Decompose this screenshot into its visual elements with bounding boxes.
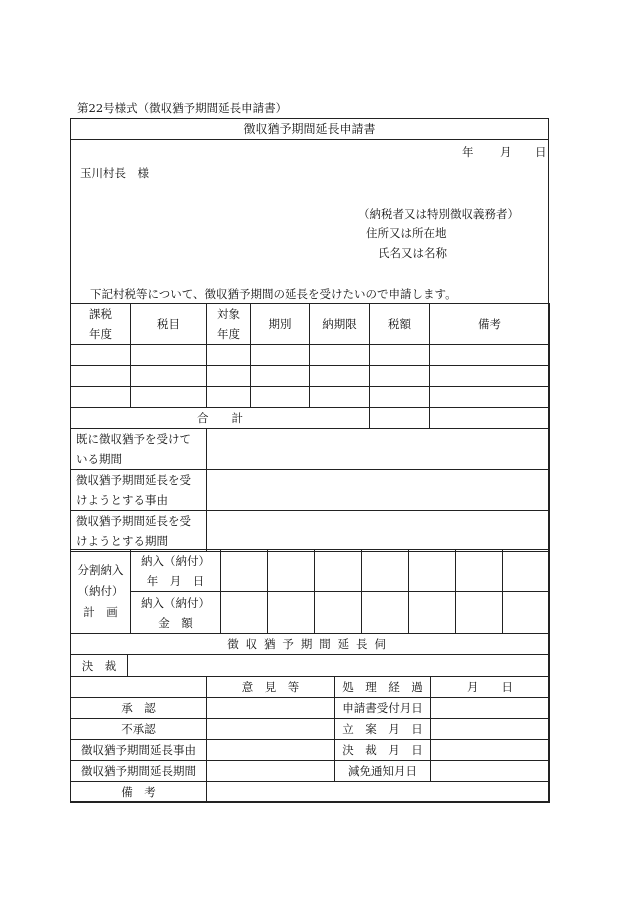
receipt-date-field[interactable] [431,698,550,719]
remarks-label: 備 考 [71,782,207,803]
table-cell[interactable] [131,366,207,387]
existing-period-field[interactable] [207,429,550,470]
applicant-heading: （納税者又は特別徴収義務者） [358,207,519,221]
installment-amount-label: 納入（納付） 金 額 [131,592,221,634]
disapproval-opinion-field[interactable] [207,719,335,740]
opinion-header: 意 見 等 [207,677,335,698]
table-cell[interactable] [310,387,370,408]
header-period: 期別 [251,304,310,345]
process-header: 処 理 経 過 [335,677,431,698]
total-row [71,408,550,429]
approval-opinion-field[interactable] [207,698,335,719]
installment-date-cell[interactable] [362,550,409,592]
decision-date-label: 決 裁 月 日 [335,740,431,761]
total-remarks-cell[interactable] [430,408,550,429]
table-row [71,387,550,408]
existing-period-label: 既に徴収猶予を受けて いる期間 [71,429,207,470]
addressee: 玉川村長 様 [80,166,149,180]
header-amount: 税額 [370,304,430,345]
table-cell[interactable] [430,366,550,387]
table-row [71,345,550,366]
table-cell[interactable] [310,366,370,387]
table-cell[interactable] [251,366,310,387]
table-cell[interactable] [131,345,207,366]
installment-plan-label: 分割納入 （納付） 計 画 [71,550,131,634]
tax-table [70,303,550,552]
installment-date-cell[interactable] [221,550,268,592]
application-form [70,118,549,802]
draft-date-field[interactable] [431,719,550,740]
date-day[interactable]: 日 [535,145,547,159]
header-remarks: 備考 [430,304,550,345]
table-cell[interactable] [207,366,251,387]
office-use-table [70,633,550,803]
extension-period-office-label: 徴収猶予期間延長期間 [71,761,207,782]
table-cell[interactable] [251,387,310,408]
remarks-field[interactable] [207,782,550,803]
header-due-date: 納期限 [310,304,370,345]
disapproval-label: 不承認 [71,719,207,740]
application-statement: 下記村税等について、徴収猶予期間の延長を受けたいので申請します。 [90,287,457,301]
table-cell[interactable] [310,345,370,366]
header-target-year: 対象 年度 [207,304,251,345]
extension-period-label: 徴収猶予期間延長を受 けようとする期間 [71,511,207,552]
header-tax-item: 税目 [131,304,207,345]
notice-date-label: 減免通知月日 [335,761,431,782]
month-day-header: 月 日 [431,677,550,698]
extension-reason-office-label: 徴収猶予期間延長事由 [71,740,207,761]
extension-reason-field[interactable] [207,470,550,511]
table-cell[interactable] [71,387,131,408]
table-cell[interactable] [430,345,550,366]
installment-date-cell[interactable] [409,550,456,592]
installment-plan-table [70,549,550,634]
table-cell[interactable] [370,387,430,408]
table-cell[interactable] [71,345,131,366]
table-row [71,366,550,387]
date-year[interactable]: 年 [462,145,474,159]
decision-date-field[interactable] [431,740,550,761]
extension-reason-label: 徴収猶予期間延長を受 けようとする事由 [71,470,207,511]
installment-amount-cell[interactable] [409,592,456,634]
header-fiscal-year: 課税 年度 [71,304,131,345]
date-month[interactable]: 月 [500,145,512,159]
installment-amount-cell[interactable] [503,592,550,634]
form-title: 徴収猶予期間延長申請書 [71,119,548,140]
installment-date-label: 納入（納付） 年 月 日 [131,550,221,592]
installment-amount-cell[interactable] [315,592,362,634]
decision-field[interactable] [128,655,550,677]
installment-date-cell[interactable] [268,550,315,592]
installment-amount-cell[interactable] [268,592,315,634]
table-cell[interactable] [430,387,550,408]
installment-date-cell[interactable] [503,550,550,592]
table-cell[interactable] [207,387,251,408]
extension-reason-opinion-field[interactable] [207,740,335,761]
draft-date-label: 立 案 月 日 [335,719,431,740]
table-cell[interactable] [207,345,251,366]
applicant-name-label[interactable]: 氏名又は名称 [378,246,447,260]
notice-date-field[interactable] [431,761,550,782]
table-cell[interactable] [71,366,131,387]
extension-period-opinion-field[interactable] [207,761,335,782]
installment-amount-cell[interactable] [456,592,503,634]
receipt-date-label: 申請書受付月日 [335,698,431,719]
total-label: 合 計 [71,408,370,429]
decision-label: 決 裁 [71,655,128,677]
installment-date-cell[interactable] [456,550,503,592]
installment-amount-cell[interactable] [362,592,409,634]
table-cell[interactable] [370,345,430,366]
total-amount-cell[interactable] [370,408,430,429]
table-cell[interactable] [131,387,207,408]
table-cell[interactable] [251,345,310,366]
office-blank-header [71,677,207,698]
form-number-header: 第22号様式（徴収猶予期間延長申請書） [77,101,288,115]
extension-inquiry-title: 徴収猶予期間延長伺 [71,634,550,655]
installment-date-cell[interactable] [315,550,362,592]
extension-period-field[interactable] [207,511,550,552]
installment-amount-cell[interactable] [221,592,268,634]
table-cell[interactable] [370,366,430,387]
applicant-address-label[interactable]: 住所又は所在地 [366,226,447,240]
approval-label: 承 認 [71,698,207,719]
